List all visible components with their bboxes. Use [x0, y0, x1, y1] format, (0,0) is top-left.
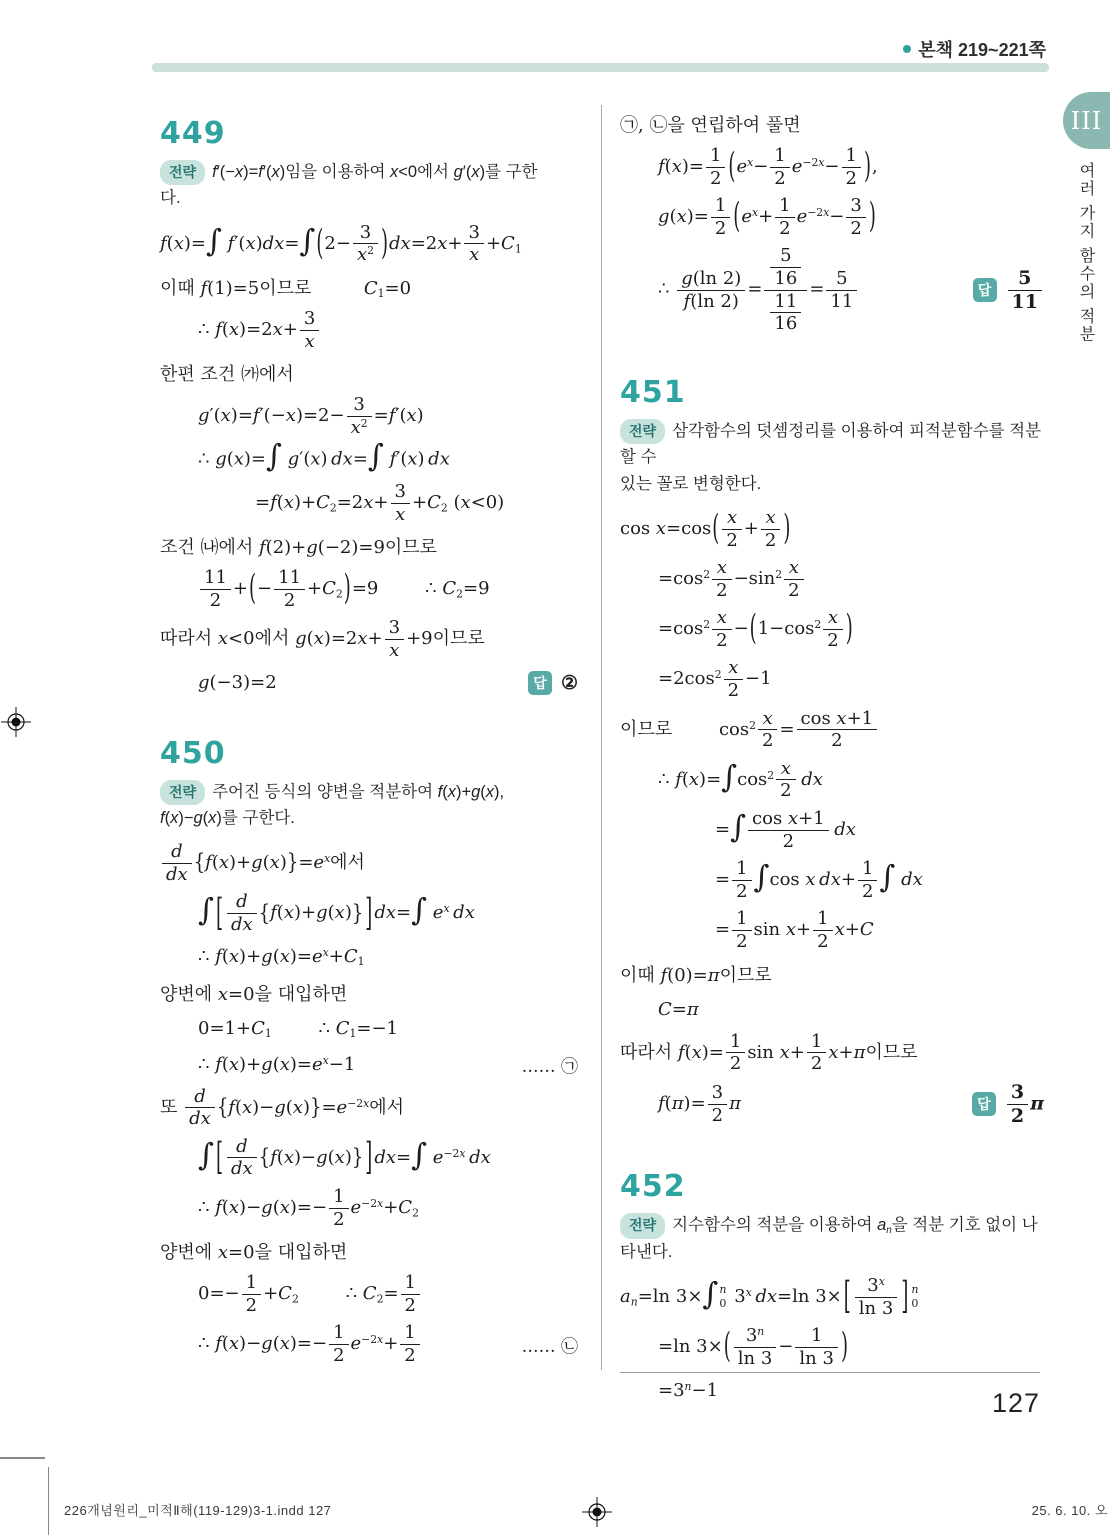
- page-reference-text: 본책 219~221쪽: [918, 40, 1046, 60]
- answer: [964, 1081, 1044, 1128]
- problem-number: 449: [160, 116, 226, 151]
- crop-mark: [48, 1467, 49, 1535]
- math-line: =ln 3×( $\frac{3^n}{\ln 3}$ − $\frac{1}{\ln 3}$ ): [658, 1325, 848, 1369]
- math-line: ∫ [ $\frac{d}{dx}$ {f(x)−g(x)} ] dx=∫ $e^{-2x}$ dx: [198, 1135, 491, 1180]
- strategy-badge: 전략: [620, 419, 665, 444]
- math-line: ∴ g(x)=∫ g′(x) dx=∫ f′(x) dx: [198, 439, 450, 475]
- page-number: 127: [991, 1388, 1040, 1418]
- math-line: = $\frac{1}{2}$ ∫cos x dx+ $\frac{1}{2}$ ∫ dx: [715, 858, 923, 902]
- math-line: f(x)= $\frac{1}{2}$ ($e^x-$ $\frac{1}{2}$ $e^{-2x}-$ $\frac{1}{2}$ ),: [658, 145, 878, 189]
- page-number-rule: [620, 1372, 1040, 1373]
- math-line: $=\cos^2$ $\frac{x}{2}$ $-\sin^2$ $\frac{x}{2}$: [620, 557, 1044, 601]
- math-line: 또 $\frac{d}{dx}$ $\{f(x)-g(x)\}=e^{-2x}$에서: [160, 1085, 404, 1130]
- answer-badge: 답: [528, 671, 552, 695]
- math-line: 0=− $\frac{1}{2}$ $+C_2$ ∴ $C_2=$ $\frac{1}{2}$: [160, 1272, 578, 1316]
- strategy-note: 전략 f′(−x)=f′(x)임을 이용하여 x<0에서 g′(x)를 구한 다.: [160, 159, 578, 212]
- strategy-badge: 전략: [160, 780, 205, 805]
- math-line: 이므로 $\cos^2$ $\frac{x}{2}$ = $\frac{\text{cos x+1}}{2}$: [620, 708, 1044, 752]
- math-line: g′(x)=f′(−x)=2− $\frac{3}{x^2}$ =f′(x): [198, 394, 424, 438]
- math-line: ∴ $f(x)=\int\cos^2$ $\frac{x}{2}$ dx: [658, 757, 823, 802]
- chapter-tab: [1063, 92, 1110, 149]
- math-line: 이때 f(0)=π이므로: [620, 964, 772, 986]
- answer-value: $\frac{3}{2}$ π: [1005, 1081, 1044, 1128]
- math-line: ㉠, ㉡을 연립하여 풀면: [620, 115, 801, 136]
- problem-number: 450: [160, 735, 226, 771]
- math-line: $\frac{d}{dx}$ $\{f(x)+g(x)\}=e^x$에서: [160, 841, 578, 885]
- strategy-badge: 전략: [160, 160, 205, 185]
- math-line: = $\frac{1}{2}$ sin x+ $\frac{1}{2}$ x+C: [715, 908, 874, 953]
- answer-value: $\frac{5}{11}$: [1006, 267, 1044, 314]
- math-line: 한편 조건 ㈎에서: [160, 364, 294, 386]
- chapter-numeral: III: [1070, 106, 1103, 135]
- math-line: ∴ $f(x)+g(x)=e^x-1$ …… ㉠: [198, 1054, 578, 1078]
- answer: [520, 671, 578, 695]
- answer-badge: 답: [973, 278, 997, 302]
- problem-450-solution-continued: [620, 109, 1044, 335]
- page-reference: [903, 36, 1046, 62]
- strategy-note: 전략 지수함수의 적분을 이용하여 $a_n$을 적분 기호 없이 나타낸다.: [620, 1212, 1044, 1265]
- crop-mark: [0, 1457, 45, 1459]
- answer-value: ②: [560, 671, 578, 694]
- math-line: g(x)= $\frac{1}{2}$ ($e^x+$ $\frac{1}{2}$ $e^{-2x}-$ $\frac{3}{2}$ ): [658, 195, 876, 239]
- math-line: ∴ f(x)−g(x)=− $\frac{1}{2}$ $e^{-2x}+$ $\frac{1}{2}$ …… ㉡: [198, 1322, 578, 1366]
- strategy-note: 전략 주어진 등식의 양변을 적분하여 f(x)+g(x), f(x)−g(x)를 구한다.: [160, 779, 578, 832]
- problem-451-solution: [620, 375, 1044, 1128]
- registration-mark-icon: [582, 1497, 612, 1527]
- math-line: ∫ [ $\frac{d}{dx}$ {f(x)+g(x)} ] dx=∫ $e^x$ dx: [198, 891, 475, 936]
- math-line: $=3^n-1$: [658, 1380, 719, 1402]
- math-line: 조건 ㈏에서 f(2)+g(−2)=9이므로: [160, 537, 438, 559]
- math-line: ∴ $f(x)+g(x)=e^x+C_1$: [198, 946, 365, 969]
- problem-452-solution: [620, 1169, 1044, 1405]
- math-line: 이때 f(1)=5이므로 $C_1=0$: [160, 277, 412, 301]
- header-rule: [152, 63, 1049, 72]
- math-line: $=2\cos^2$ $\frac{x}{2}$ −1: [658, 657, 772, 702]
- math-line: $\frac{11}{2}$ +(− $\frac{11}{2}$ $+C_2)=9$ ∴ $C_2=9$: [160, 567, 578, 611]
- math-line: ∴ $\frac{g(\ln 2)}{f(\ln 2)}$ = $\frac{\frac{5}{16}}{\frac{11}{16}}$ = $\frac{5}{11}$ 답 $\frac{5}{11}$: [620, 245, 1044, 334]
- math-line: $=\cos^2$ $\frac{x}{2}$ $-(1-\cos^2$ $\frac{x}{2}$ ): [658, 607, 853, 651]
- math-line: 양변에 x=0을 대입하면: [160, 983, 348, 1005]
- math-line: $=f(x)+C_2=2x+$ $\frac{3}{x}$ $+C_2$ (x<0): [255, 480, 505, 525]
- equation-reference: …… ㉡: [521, 1337, 578, 1357]
- math-line: 양변에 x=0을 대입하면: [160, 1242, 348, 1264]
- math-line: 따라서 f(x)= $\frac{1}{2}$ sin x+ $\frac{1}{2}$ x+π이므로: [620, 1030, 918, 1075]
- chapter-title-vertical: 여러 가지 함수의 적분: [1077, 162, 1094, 344]
- math-line: cos x=cos( $\frac{x}{2}$ + $\frac{x}{2}$ ): [620, 506, 791, 551]
- column-divider: [601, 105, 602, 1370]
- math-line: ∴ f(x)−g(x)=− $\frac{1}{2}$ $e^{-2x}+C_2$: [198, 1186, 419, 1230]
- strategy-note: 전략 삼각함수의 덧셈정리를 이용하여 피적분함수를 적분할 수 있는 꼴로 변형한다.: [620, 418, 1044, 497]
- problem-449-solution: [160, 116, 578, 698]
- math-line: =∫ $\frac{\text{cos x+1}}{2}$ dx: [715, 808, 856, 852]
- bullet-icon: [903, 45, 911, 53]
- print-file-info: 226개념원리_미적Ⅱ해(119-129)3-1.indd 127: [64, 1503, 332, 1518]
- answer: [965, 267, 1044, 314]
- registration-mark-icon: [1, 707, 31, 737]
- right-column: [620, 103, 1044, 1412]
- strategy-badge: 전략: [620, 1213, 665, 1238]
- problem-number: 451: [620, 374, 686, 410]
- math-line: f(x)=∫ f′(x)dx=∫(2− $\frac{3}{x^2}$ )dx=2x+ $\frac{3}{x}$ $+C_1$: [160, 221, 522, 266]
- answer-badge: 답: [972, 1092, 996, 1116]
- math-line: f(π)= $\frac{3}{2}$ π 답 $\frac{3}{2}$ π: [658, 1080, 1044, 1127]
- problem-450-solution: [160, 736, 578, 1367]
- math-line: $0=1+C_1$ ∴ $C_1=-1$: [198, 1018, 398, 1041]
- math-line: g(−3)=2 답 ②: [198, 671, 578, 694]
- math-line: 따라서 x<0에서 g(x)=2x+ $\frac{3}{x}$ +9이므로: [160, 617, 485, 661]
- math-line: ∴ f(x)=2x+ $\frac{3}{x}$: [160, 308, 578, 352]
- math-line: C=π: [658, 999, 699, 1021]
- left-column: [160, 116, 578, 1373]
- print-date-info: 25. 6. 10. 오: [1031, 1503, 1108, 1518]
- equation-reference: …… ㉠: [521, 1057, 578, 1078]
- math-line: $a_n=\ln$ 3×∫ n 0 3$^x$ dx=ln 3× [ $\frac{3^x}{\ln 3}$ ] n 0: [620, 1274, 919, 1319]
- problem-number: 452: [620, 1169, 686, 1205]
